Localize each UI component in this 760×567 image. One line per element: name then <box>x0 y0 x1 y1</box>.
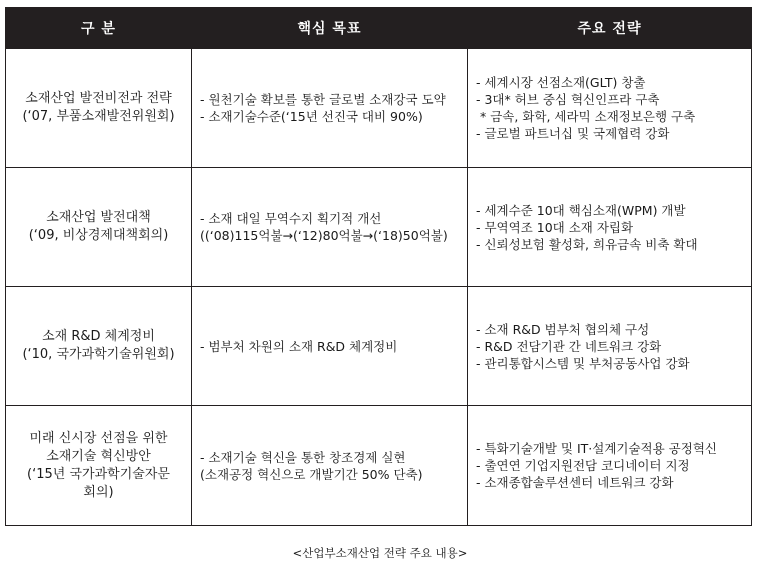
category-cell <box>6 287 192 406</box>
goal-line: - 원천기술 확보를 통한 글로벌 소재강국 도약 <box>200 92 446 107</box>
strategy-line: - 출연연 기업지원전담 코디네이터 지정 <box>476 458 690 473</box>
strategy-cell <box>468 49 752 168</box>
goal-line: (소재공정 혁신으로 개발기간 50% 단축) <box>200 466 423 482</box>
header-main-strategy: 주요 전략 <box>468 8 752 49</box>
strategy-line: - 특화기술개발 및 IT·설계기술적용 공정혁신 <box>476 441 717 456</box>
category-line: (‘07, 부품소재발전위원회) <box>22 109 175 124</box>
header-core-goal: 핵심 목표 <box>192 8 468 49</box>
goal-cell <box>192 49 468 168</box>
category-cell <box>6 406 192 526</box>
table-header-row <box>6 8 752 49</box>
strategy-line: - 신뢰성보험 활성화, 희유금속 비축 확대 <box>476 236 698 252</box>
strategy-cell <box>468 287 752 406</box>
table-row <box>6 49 752 168</box>
category-line: (‘10, 국가과학기술위원회) <box>22 347 175 362</box>
strategy-line: - 세계시장 선점소재(GLT) 창출 <box>476 75 646 90</box>
category-line: 소재기술 혁신방안 <box>46 448 151 464</box>
category-line: 소재산업 발전대책 <box>46 210 151 225</box>
goal-cell <box>192 287 468 406</box>
strategy-line: - 소재종합솔루션센터 네트워크 강화 <box>476 475 674 490</box>
category-line: 회의) <box>83 484 114 500</box>
strategy-line: - 세계수준 10대 핵심소재(WPM) 개발 <box>476 202 686 218</box>
category-cell <box>6 49 192 168</box>
goal-line: ((‘08)115억불→(‘12)80억불→(‘18)50억불) <box>200 228 448 243</box>
goal-cell <box>192 406 468 526</box>
table-row <box>6 287 752 406</box>
strategy-line: - R&D 전담기관 간 네트워크 강화 <box>476 338 662 354</box>
category-cell <box>6 168 192 287</box>
policy-table <box>5 7 752 526</box>
table-row <box>6 406 752 526</box>
category-line: 소재산업 발전비전과 전략 <box>25 91 172 106</box>
header-category: 구 분 <box>6 8 192 49</box>
goal-cell <box>192 168 468 287</box>
table-caption: <산업부소재산업 전략 주요 내용> <box>292 546 468 560</box>
table-row <box>6 168 752 287</box>
strategy-cell <box>468 406 752 526</box>
strategy-line: - 소재 R&D 범부처 협의체 구성 <box>476 321 650 337</box>
goal-line: - 범부처 차원의 소재 R&D 체계정비 <box>200 338 398 354</box>
category-line: 소재 R&D 체계정비 <box>42 329 155 344</box>
goal-line: - 소재기술수준(‘15년 선진국 대비 90%) <box>200 109 423 124</box>
strategy-note-line: * 금속, 화학, 세라믹 소재정보은행 구축 <box>480 109 696 124</box>
category-line: 미래 신시장 선점을 위한 <box>29 430 168 446</box>
strategy-line: - 글로벌 파트너십 및 국제협력 강화 <box>476 126 670 141</box>
category-line: (‘09, 비상경제대책회의) <box>28 228 169 243</box>
strategy-cell <box>468 168 752 287</box>
goal-line: - 소재 대일 무역수지 획기적 개선 <box>200 211 382 226</box>
strategy-line: - 무역역조 10대 소재 자립화 <box>476 219 634 235</box>
strategy-line: - 관리통합시스템 및 부처공동사업 강화 <box>476 355 690 371</box>
strategy-line: - 3대* 허브 중심 혁신인프라 구축 <box>476 92 660 107</box>
goal-line: - 소재기술 혁신을 통한 창조경제 실현 <box>200 449 406 465</box>
category-line: (‘15년 국가과학기술자문 <box>27 466 170 482</box>
